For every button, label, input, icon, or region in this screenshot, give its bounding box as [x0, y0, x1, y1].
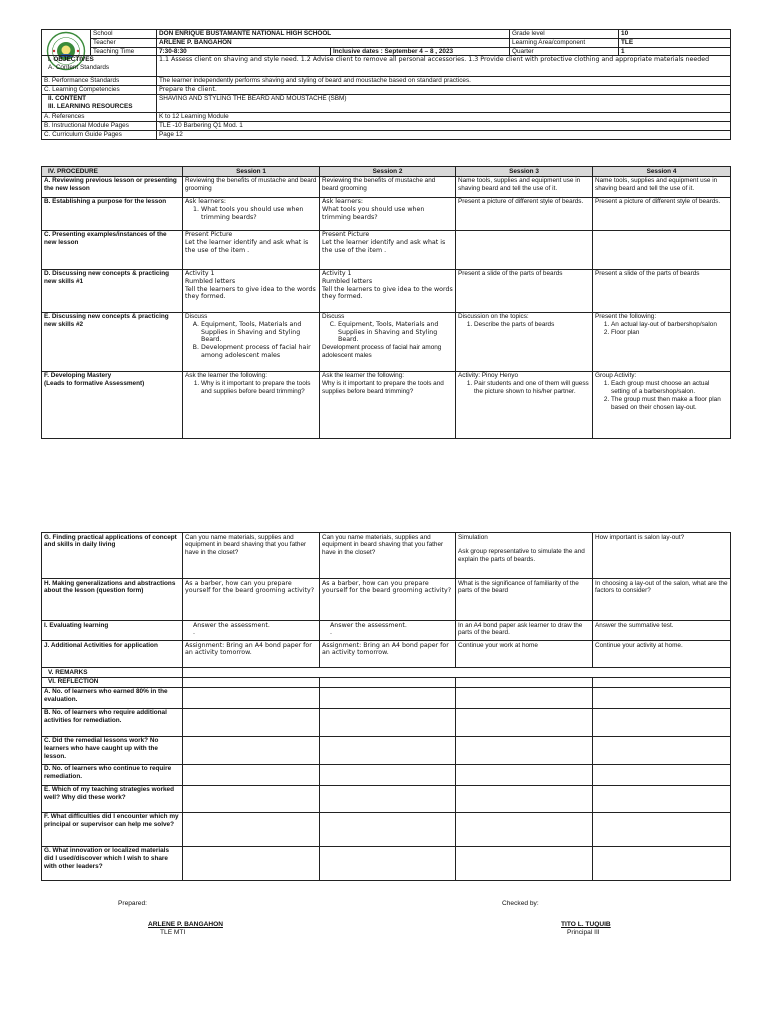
- ref-c-label: C. Did the remedial lessons work? No learners who have caught up with the lesson.: [42, 736, 183, 764]
- ref-f-s3: [456, 812, 593, 846]
- area-label: Learning Area/component: [510, 38, 619, 47]
- ref-e-s2: [320, 785, 456, 812]
- ref-d-s2: [320, 764, 456, 785]
- ref-f-label: F. What difficulties did I encounter which my principal or supervisor can help me solve?: [42, 812, 183, 846]
- row-f-label: [42, 371, 183, 438]
- row-g-s3-body: Ask group representative to simulate the and explain the parts of beards.: [458, 548, 585, 564]
- row-d-s2-line2: Rumbled letters: [322, 277, 373, 285]
- reflection-s3: [456, 677, 593, 687]
- ref-e-s4: [593, 785, 731, 812]
- row-a-label: A. Reviewing previous lesson or presenting the new lesson: [42, 176, 183, 197]
- references-label: A. References: [42, 113, 157, 122]
- row-e-s4-item-1: 1. An actual lay-out of barbershop/salon: [611, 321, 728, 329]
- prepared-title: TLE MTI: [160, 929, 186, 936]
- prepared-label: Prepared:: [118, 900, 147, 907]
- ref-e-s1: [183, 785, 320, 812]
- row-f-s4: [593, 371, 731, 438]
- row-j-s3: Continue your work at home: [456, 641, 593, 668]
- row-e-s4-intro: Present the following:: [595, 313, 657, 321]
- row-c-s4: [593, 230, 731, 269]
- row-f-s2-line2: Why is it important to prepare the tools and supplies before beard trimming?: [322, 380, 444, 395]
- row-b-s2-line2: What tools you should use when trimming beards?: [322, 205, 425, 221]
- ref-b-label: B. No. of learners who require additional activities for remediation.: [42, 708, 183, 736]
- row-i-s2-text: Answer the assessment.: [330, 621, 407, 629]
- row-c-s2-line1: Present Picture: [322, 231, 370, 239]
- row-j-label: J. Additional Activities for application: [42, 641, 183, 668]
- row-h-label: H. Making generalizations and abstractions about the lesson (question form): [42, 579, 183, 621]
- row-i-label: I. Evaluating learning: [42, 621, 183, 641]
- row-j-s2: Assignment: Bring an A4 bond paper for an activity tomorrow.: [320, 641, 456, 668]
- row-e-label: E. Discussing new concepts & practicing new skills #2: [42, 312, 183, 371]
- row-e-s3: [456, 312, 593, 371]
- ref-g-s3: [456, 846, 593, 880]
- row-e-s1: [183, 312, 320, 371]
- row-d-s1-line3: Tell the learners to give idea to the words they formed.: [185, 285, 316, 301]
- procedure-table: [41, 166, 731, 439]
- ref-b-s1: [183, 708, 320, 736]
- row-c-s3: [456, 230, 593, 269]
- row-f-s4-item-1: 1. Each group must choose an actual setting of a barbershop/salon.: [611, 380, 728, 396]
- reflection-s2: [320, 677, 456, 687]
- row-f-s3-intro: Activity: Pinoy Henyo: [458, 372, 519, 380]
- row-i-s1-dot: .: [193, 629, 196, 637]
- session-2-header: Session 2: [320, 167, 456, 177]
- row-f-s1-intro: Ask the learner the following:: [185, 372, 268, 380]
- row-f-s4-intro: Group Activity:: [595, 372, 637, 380]
- row-e-s1-intro: Discuss: [185, 313, 208, 321]
- row-g-s4: How important is salon lay-out?: [593, 533, 731, 579]
- row-b-s1: [183, 197, 320, 230]
- session-4-header: Session 4: [593, 167, 731, 177]
- row-b-label: B. Establishing a purpose for the lesson: [42, 197, 183, 230]
- ref-g-label: G. What innovation or localized materials did I used/discover which I wish to share with other leaders?: [42, 846, 183, 880]
- row-e-s2-after: Development process of facial hair among adolescent males: [322, 344, 442, 359]
- row-d-label: D. Discussing new concepts & practicing new skills #1: [42, 269, 183, 312]
- row-d-s1: [183, 269, 320, 312]
- row-b-s3: Present a picture of different style of beards.: [456, 197, 593, 230]
- row-i-s2: [320, 621, 456, 641]
- ref-e-label: E. Which of my teaching strategies worked well? Why did these work?: [42, 785, 183, 812]
- row-e-s1-item-b: B. Development process of facial hair among adolescent males: [201, 344, 317, 359]
- competencies-value: Prepare the client.: [157, 86, 731, 95]
- remarks-value: [183, 668, 731, 678]
- ref-b-s2: [320, 708, 456, 736]
- ref-c-s3: [456, 736, 593, 764]
- checked-title: Principal III: [567, 929, 600, 936]
- ref-f-s1: [183, 812, 320, 846]
- inclusive-dates: Inclusive dates : September 4 – 8 , 2023: [331, 47, 510, 56]
- time-label: Teaching Time: [91, 47, 157, 56]
- procedure-table-continued: [41, 532, 731, 881]
- remarks-label: [42, 668, 183, 678]
- checked-name: TITO L. TUQUIB: [561, 921, 611, 928]
- row-b-s2-line1: Ask learners:: [322, 198, 364, 206]
- ref-a-s1: [183, 687, 320, 708]
- objectives-heading: I. OBJECTIVES: [48, 56, 94, 64]
- ref-c-s4: [593, 736, 731, 764]
- time-value: 7:30-8:30: [157, 47, 331, 56]
- row-e-s4-item-2: 2. Floor plan: [611, 329, 728, 337]
- row-f-s1-item: 1. Why is it important to prepare the tools and supplies before beard trimming?: [201, 380, 317, 396]
- quarter-value: 1: [619, 47, 731, 56]
- row-f-s4-item-2: 2. The group must then make a floor plan based on their chosen lay-out.: [611, 396, 728, 412]
- row-f-s1: [183, 371, 320, 438]
- row-e-s2-intro: Discuss: [322, 313, 345, 321]
- row-i-s4: Answer the summative test.: [593, 621, 731, 641]
- row-h-s4: In choosing a lay-out of the salon, what are the factors to consider?: [593, 579, 731, 621]
- imp-label: B. Instructional Module Pages: [42, 121, 157, 130]
- logo-cell: [42, 30, 91, 56]
- row-e-s4: [593, 312, 731, 371]
- row-c-s1: [183, 230, 320, 269]
- school-name: DON ENRIQUE BUSTAMANTE NATIONAL HIGH SCHOOL: [157, 30, 510, 39]
- row-d-s2: [320, 269, 456, 312]
- row-h-s1: As a barber, how can you prepare yourself for the beard grooming activity?: [183, 579, 320, 621]
- row-g-s1: Can you name materials, supplies and equipment in beard shaving that you father have in the closet?: [183, 533, 320, 579]
- row-f-s3-item: 1. Pair students and one of them will guess the picture shown to his/her partner.: [474, 380, 590, 396]
- ref-a-s4: [593, 687, 731, 708]
- reflection-heading: VI. REFLECTION: [42, 677, 183, 687]
- row-c-s1-line1: Present Picture: [185, 231, 233, 239]
- row-c-s2-line2: Let the learner identify and ask what is the use of the item .: [322, 238, 446, 254]
- row-b-s4: Present a picture of different style of beards.: [593, 197, 731, 230]
- quarter-label: Quarter: [510, 47, 619, 56]
- ref-c-s1: [183, 736, 320, 764]
- row-a-s3: Name tools, supplies and equipment use in shaving beard and tell the use of it.: [456, 176, 593, 197]
- session-3-header: Session 3: [456, 167, 593, 177]
- row-e-s2: [320, 312, 456, 371]
- row-f-s2: [320, 371, 456, 438]
- ref-d-s3: [456, 764, 593, 785]
- checked-label: Checked by:: [502, 900, 539, 907]
- remarks-heading: V. REMARKS: [48, 668, 88, 676]
- ref-a-label: A. No. of learners who earned 80% in the evaluation.: [42, 687, 183, 708]
- row-g-label: G. Finding practical applications of concept and skills in daily living: [42, 533, 183, 579]
- resources-heading: III. LEARNING RESOURCES: [48, 102, 133, 110]
- ref-d-s1: [183, 764, 320, 785]
- ref-a-s2: [320, 687, 456, 708]
- school-label: School: [91, 30, 157, 39]
- ref-d-s4: [593, 764, 731, 785]
- row-d-s4: Present a slide of the parts of beards: [593, 269, 731, 312]
- row-i-s1-text: Answer the assessment.: [193, 621, 270, 629]
- ref-a-s3: [456, 687, 593, 708]
- content-standards-label: A. Content Standards: [48, 64, 110, 72]
- row-a-s1: Reviewing the benefits of mustache and beard grooming: [183, 176, 320, 197]
- row-i-s2-dot: .: [330, 629, 333, 637]
- row-d-s2-line3: Tell the learners to give idea to the words they formed.: [322, 285, 453, 301]
- row-e-s3-item: 1. Describe the parts of beards: [474, 321, 590, 329]
- ref-b-s4: [593, 708, 731, 736]
- row-f-s2-line1: Ask the learner the following:: [322, 372, 405, 380]
- competencies-label: C. Learning Competencies: [42, 86, 157, 95]
- dll-header-table: [41, 29, 731, 140]
- session-1-header: Session 1: [183, 167, 320, 177]
- row-d-s1-line1: Activity 1: [185, 270, 215, 278]
- grade-value: 10: [619, 30, 731, 39]
- procedure-heading: IV. PROCEDURE: [42, 167, 183, 177]
- row-b-s2: [320, 197, 456, 230]
- content-standards-value: 1.1 Assess client on shaving and style need. 1.2 Advise client to remove all personal accessories. 1.3 Provide client with protective clothing and appropriate materials needed: [157, 56, 731, 77]
- row-i-s3: In an A4 bond paper ask learner to draw the parts of the beard.: [456, 621, 593, 641]
- imp-value: TLE -10 Barbering Q1 Mod. 1: [157, 121, 731, 130]
- content-value: SHAVING AND STYLING THE BEARD AND MOUSTACHE (SBM): [157, 95, 731, 113]
- reflection-s4: [593, 677, 731, 687]
- row-h-s2: As a barber, how can you prepare yourself for the beard grooming activity?: [320, 579, 456, 621]
- row-f-s3: [456, 371, 593, 438]
- reflection-s1: [183, 677, 320, 687]
- performance-value: The learner independently performs shaving and styling of beard and moustache based on standard practices.: [157, 77, 731, 86]
- row-i-s1: [183, 621, 320, 641]
- row-j-s1: Assignment: Bring an A4 bond paper for an activity tomorrow.: [183, 641, 320, 668]
- row-e-s2-item-c: C. Equipment, Tools, Materials and Supplies in Shaving and Styling Beard.: [338, 321, 453, 344]
- teacher-label: Teacher: [91, 38, 157, 47]
- cgp-value: Page 12: [157, 130, 731, 139]
- ref-b-s3: [456, 708, 593, 736]
- row-c-s1-line2: Let the learner identify and ask what is the use of the item .: [185, 238, 309, 254]
- row-g-s2: Can you name materials, supplies and equipment in beard shaving that you father have in the closet?: [320, 533, 456, 579]
- performance-label: B. Performance Standards: [42, 77, 157, 86]
- row-d-s3: Present a slide of the parts of beards: [456, 269, 593, 312]
- grade-label: Grade level: [510, 30, 619, 39]
- row-c-s2: [320, 230, 456, 269]
- row-g-s3-title: Simulation: [458, 533, 488, 541]
- row-c-label: C. Presenting examples/instances of the new lesson: [42, 230, 183, 269]
- ref-f-s4: [593, 812, 731, 846]
- ref-e-s3: [456, 785, 593, 812]
- ref-c-s2: [320, 736, 456, 764]
- row-j-s4: Continue your activity at home.: [593, 641, 731, 668]
- row-a-s2: Reviewing the benefits of mustache and beard grooming: [320, 176, 456, 197]
- row-d-s2-line1: Activity 1: [322, 270, 352, 278]
- ref-f-s2: [320, 812, 456, 846]
- teacher-name: ARLENE P. BANGAHON: [157, 38, 510, 47]
- row-g-s3: [456, 533, 593, 579]
- ref-d-label: D. No. of learners who continue to require remediation.: [42, 764, 183, 785]
- row-a-s4: Name tools, supplies and equipment use in shaving beard and tell the use of it.: [593, 176, 731, 197]
- cgp-label: C. Curriculum Guide Pages: [42, 130, 157, 139]
- prepared-name: ARLENE P. BANGAHON: [148, 921, 223, 928]
- ref-g-s1: [183, 846, 320, 880]
- row-d-s1-line2: Rumbled letters: [185, 277, 236, 285]
- references-value: K to 12 Learning Module: [157, 113, 731, 122]
- row-e-s1-item-a: A. Equipment, Tools, Materials and Supplies in Shaving and Styling Beard.: [201, 321, 317, 344]
- area-value: TLE: [619, 38, 731, 47]
- row-b-s1-intro: Ask learners:: [185, 198, 227, 206]
- row-f-sub: (Leads to formative Assessment): [44, 380, 145, 388]
- content-heading: II. CONTENT: [48, 95, 86, 103]
- ref-g-s4: [593, 846, 731, 880]
- row-b-s1-item: 1. What tools you should use when trimming beards?: [201, 206, 317, 221]
- row-h-s3: What is the significance of familiarity of the parts of the beard: [456, 579, 593, 621]
- row-e-s3-intro: Discussion on the topics:: [458, 313, 529, 321]
- ref-g-s2: [320, 846, 456, 880]
- row-f-title: F. Developing Mastery: [44, 372, 112, 380]
